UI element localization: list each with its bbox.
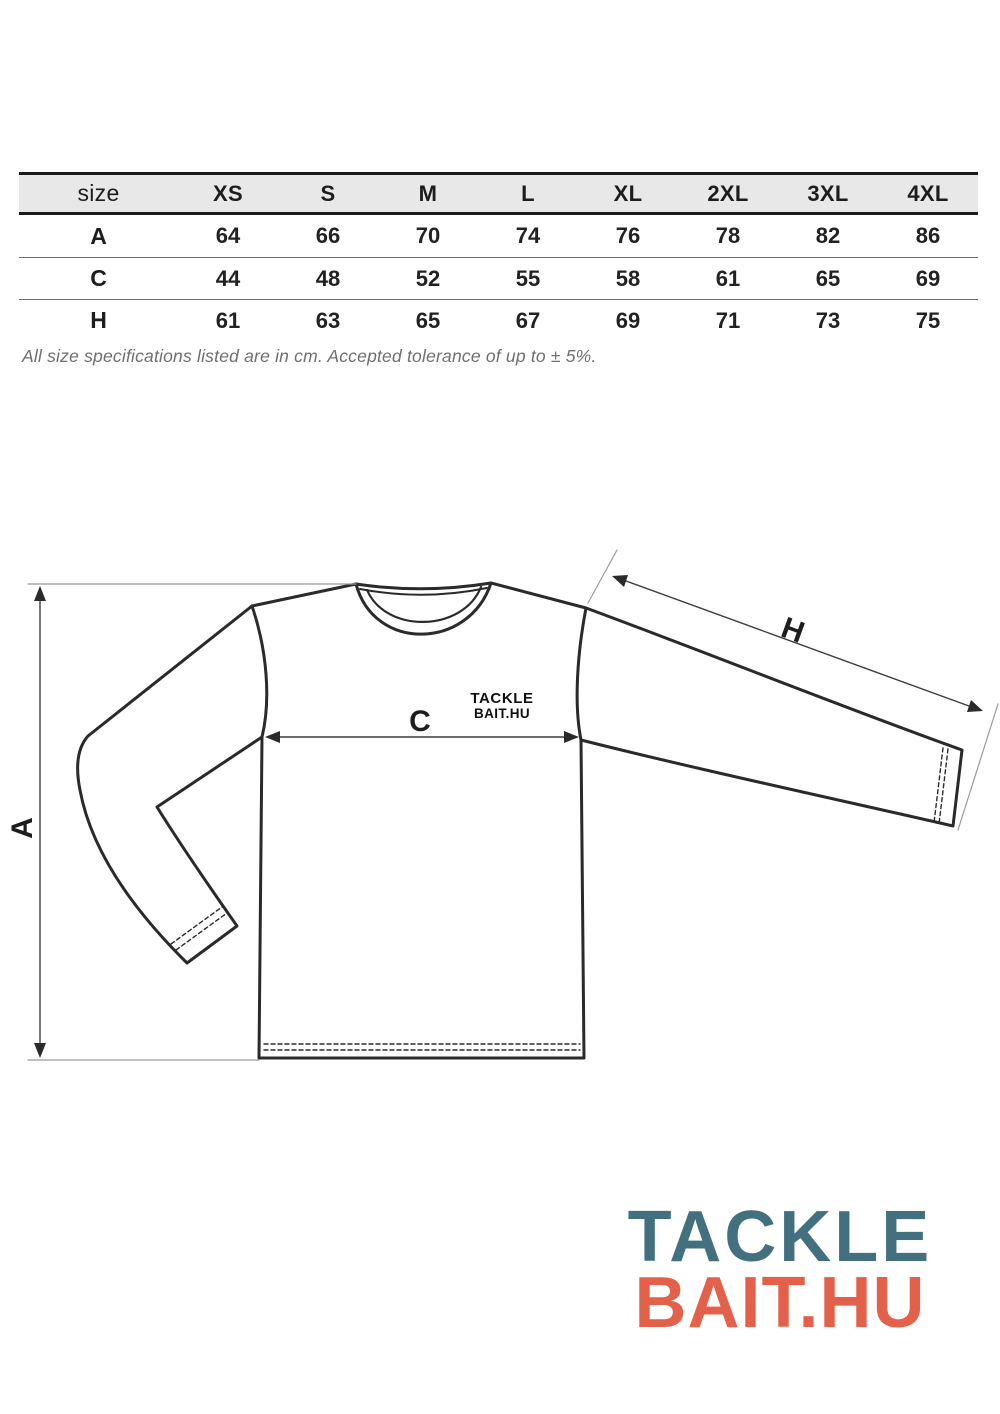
brand-logo-tackle: TACKLE: [627, 1197, 933, 1277]
dim-label-a: A: [6, 817, 39, 839]
row-label-c: C: [90, 265, 107, 291]
dim-h-arrow-left: [612, 575, 628, 587]
cell-a-s: 66: [315, 223, 341, 248]
cell-h-l: 67: [515, 307, 541, 333]
header-m: M: [418, 180, 438, 206]
cell-c-3xl: 65: [815, 265, 841, 291]
dim-label-c: C: [409, 705, 431, 738]
header-xs: XS: [213, 180, 243, 206]
cell-c-xs: 44: [215, 265, 241, 291]
cell-a-xs: 64: [215, 223, 241, 248]
dim-a-arrow-bottom: [34, 1043, 46, 1058]
cell-c-m: 52: [415, 265, 441, 291]
dim-a-arrow-top: [34, 586, 46, 601]
chest-print-logo: [452, 691, 552, 721]
brand-logo: [560, 1197, 1000, 1343]
cell-a-m: 70: [415, 223, 441, 248]
tolerance-note: All size specifications listed are in cm. Accepted tolerance of up to ± 5%.: [22, 346, 597, 366]
header-s: S: [320, 180, 336, 206]
cell-h-xs: 61: [215, 307, 241, 333]
dim-label-h: H: [777, 611, 809, 650]
shirt-outline: [78, 583, 962, 1058]
cell-a-3xl: 82: [815, 223, 841, 248]
header-size-label: size: [77, 180, 120, 206]
cell-h-xl: 69: [615, 307, 641, 333]
cell-h-m: 65: [415, 307, 441, 333]
header-2xl: 2XL: [707, 180, 749, 206]
cell-c-4xl: 69: [915, 265, 941, 291]
chest-logo-line2: BAIT.HU: [473, 705, 531, 721]
cell-a-xl: 76: [615, 223, 641, 248]
header-3xl: 3XL: [807, 180, 849, 206]
header-xl: XL: [613, 180, 643, 206]
cell-c-l: 55: [515, 265, 541, 291]
header-l: L: [521, 180, 535, 206]
cell-a-4xl: 86: [915, 223, 941, 248]
dim-h-arrow-right: [967, 700, 983, 712]
row-label-a: A: [90, 222, 107, 249]
cell-a-2xl: 78: [715, 223, 741, 248]
cell-h-4xl: 75: [915, 307, 941, 333]
cell-a-l: 74: [515, 223, 541, 248]
row-label-h: H: [90, 307, 107, 333]
brand-logo-baithu: BAIT.HU: [634, 1263, 926, 1343]
cell-h-s: 63: [315, 307, 341, 333]
cell-c-xl: 58: [615, 265, 641, 291]
cell-c-2xl: 61: [715, 265, 741, 291]
cell-h-3xl: 73: [815, 307, 841, 333]
cell-c-s: 48: [315, 265, 341, 291]
header-4xl: 4XL: [907, 180, 949, 206]
cell-h-2xl: 71: [715, 307, 741, 333]
chest-logo-line1: TACKLE: [470, 690, 534, 707]
